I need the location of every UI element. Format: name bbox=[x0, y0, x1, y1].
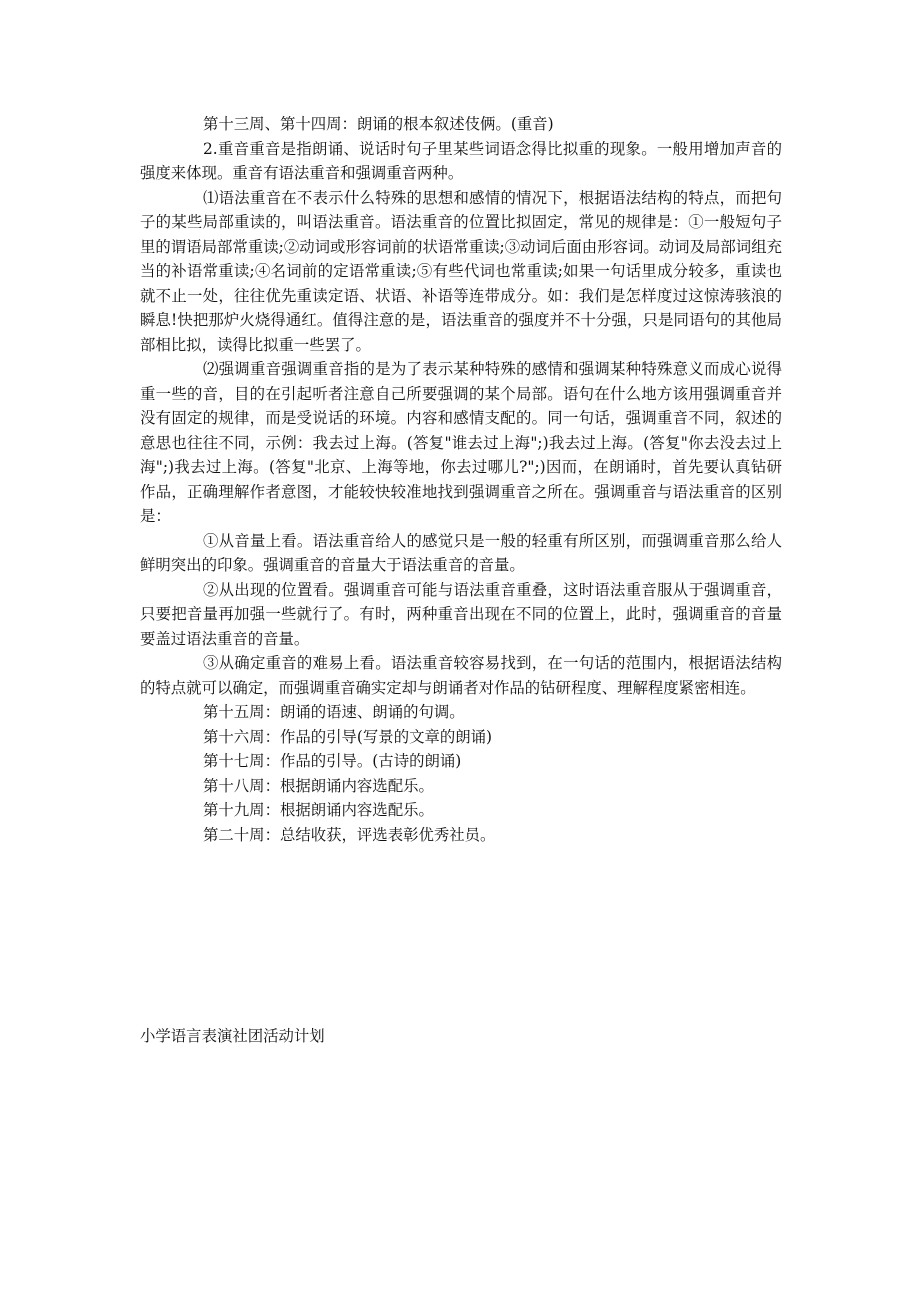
document-title-footer: 小学语言表演社团活动计划 bbox=[140, 1027, 325, 1045]
schedule-item-week-15: 第十五周：朗诵的语速、朗诵的句调。 bbox=[203, 703, 465, 721]
section-heading: 第十三周、第十四周：朗诵的根本叙述伎俩。(重音) bbox=[203, 115, 554, 133]
paragraph-stress-definition: 2.重音重音是指朗诵、说话时句子里某些词语念得比拟重的现象。一般用增加声音的强度来体现。重音有语法重音和强调重音两种。 bbox=[140, 139, 782, 182]
schedule-item-week-19: 第十九周：根据朗诵内容选配乐。 bbox=[203, 801, 434, 819]
paragraph-emphatic-stress: ⑵强调重音强调重音指的是为了表示某种特殊的感情和强调某种特殊意义而成心说得重一些的音，目的在引起听者注意自己所要强调的某个局部。语句在什么地方该用强调重音并没有固定的规律，而是受说话的环境。内容和感情支配的。同一句话，强调重音不同，叙述的意思也往往不同，示例：我去过上海。(答复"谁去过上海";)我去过上海。(答复"你去没去过上海";)我去过上海。(答复"北京、上海等地，你去过哪儿?";)因而，在朗诵时，首先要认真钻研作品，正确理解作者意图，才能较快较准地找到强调重音之所在。强调重音与语法重音的区别是： bbox=[140, 360, 782, 525]
document-body bbox=[140, 112, 782, 847]
paragraph-difference-difficulty: ③从确定重音的难易上看。语法重音较容易找到，在一句话的范围内，根据语法结构的特点就可以确定，而强调重音确实定却与朗诵者对作品的钻研程度、理解程度紧密相连。 bbox=[140, 654, 782, 697]
schedule-item-week-16: 第十六周：作品的引导(写景的文章的朗诵) bbox=[203, 727, 493, 746]
schedule-item-week-17: 第十七周：作品的引导。(古诗的朗诵) bbox=[203, 752, 462, 770]
paragraph-difference-position: ②从出现的位置看。强调重音可能与语法重音重叠，这时语法重音服从于强调重音，只要把音量再加强一些就行了。有时，两种重音出现在不同的位置上，此时，强调重音的音量要盖过语法重音的音量。 bbox=[140, 580, 782, 648]
schedule-item-week-20: 第二十周：总结收获，评选表彰优秀社员。 bbox=[203, 825, 496, 844]
schedule-item-week-18: 第十八周：根据朗诵内容选配乐。 bbox=[203, 776, 434, 795]
paragraph-grammatical-stress: ⑴语法重音在不表示什么特殊的思想和感情的情况下，根据语法结构的特点，而把句子的某些局部重读的，叫语法重音。语法重音的位置比拟固定，常见的规律是：①一般短句子里的谓语局部常重读;②动词或形容词前的状语常重读;③动词后面由形容词。动词及局部词组充当的补语常重读;④名词前的定语常重读;⑤有些代词也常重读;如果一句话里成分较多，重读也就不止一处，往往优先重读定语、状语、补语等连带成分。如：我们是怎样度过这惊涛骇浪的瞬息!快把那炉火烧得通红。值得注意的是，语法重音的强度并不十分强，只是同语句的其他局部相比拟，读得比拟重一些罢了。 bbox=[140, 188, 782, 354]
paragraph-difference-volume: ①从音量上看。语法重音给人的感觉只是一般的轻重有所区别，而强调重音那么给人鲜明突出的印象。强调重音的音量大于语法重音的音量。 bbox=[140, 531, 782, 574]
